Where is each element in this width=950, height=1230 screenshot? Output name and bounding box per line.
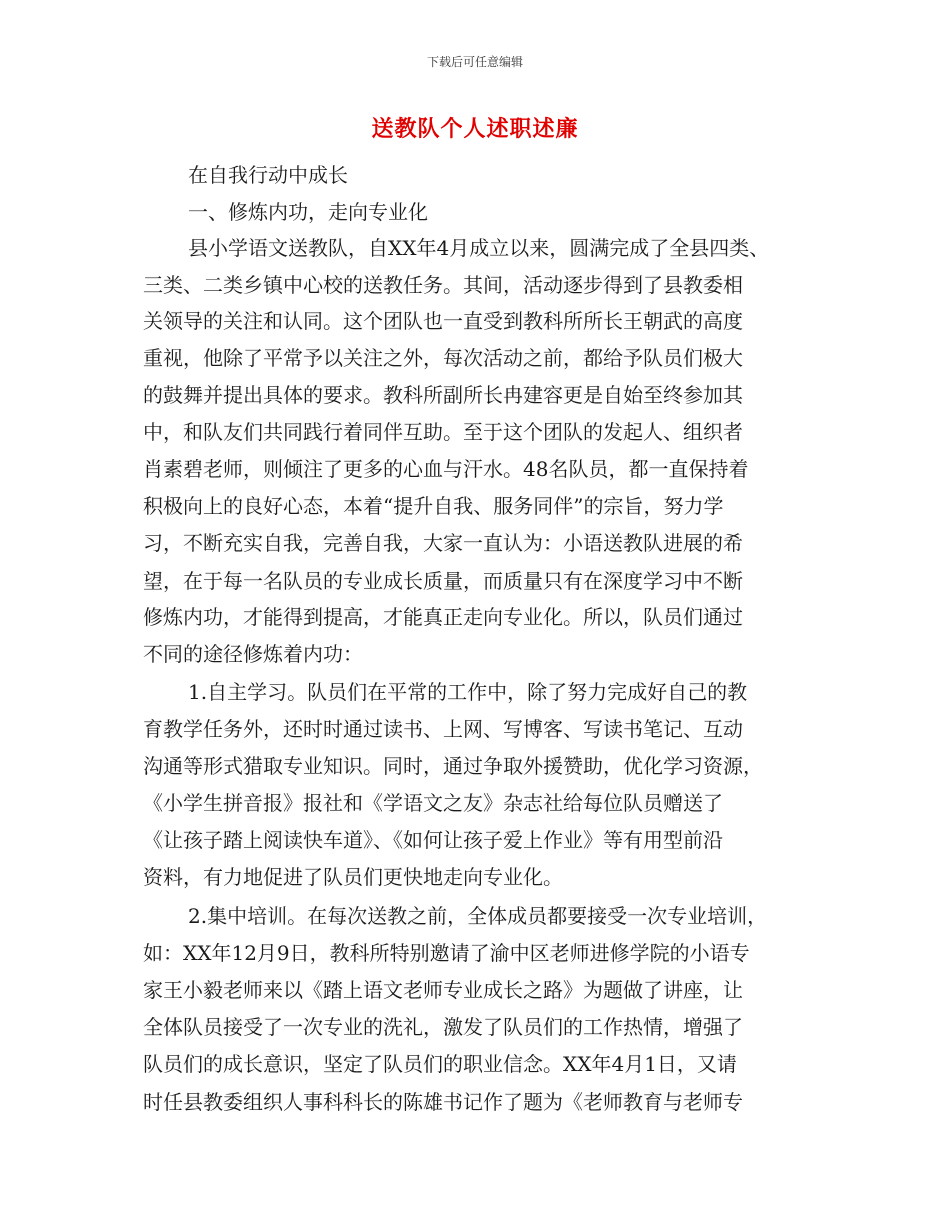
- paragraph-line: 时任县教委组织人事科科长的陈雄书记作了题为《老师教育与老师专: [143, 1090, 743, 1114]
- paragraph-line: 家王小毅老师来以《踏上语文老师专业成长之路》为题做了讲座，让: [143, 978, 743, 1002]
- paragraph-line: 的鼓舞并提出具体的要求。教科所副所长冉建容更是自始至终参加其: [143, 383, 743, 407]
- paragraph-line: 县小学语文送教队，自XX年4月成立以来，圆满完成了全县四类、: [188, 236, 770, 260]
- paragraph-line: 沟通等形式猎取专业知识。同时，通过争取外援赞助，优化学习资源，: [143, 754, 763, 778]
- paragraph-line: 积极向上的良好心态，本着“提升自我、服务同伴”的宗旨，努力学: [143, 494, 724, 518]
- paragraph-line: 三类、二类乡镇中心校的送教任务。其间，活动逐步得到了县教委相: [143, 273, 743, 297]
- paragraph-line: 1.自主学习。队员们在平常的工作中，除了努力完成好自己的教: [188, 680, 748, 704]
- section-heading: 一、修炼内功，走向专业化: [188, 200, 428, 224]
- header-note: 下载后可任意编辑: [426, 55, 523, 69]
- paragraph-line: 如：XX年12月9日，教科所特别邀请了渝中区老师进修学院的小语专: [143, 941, 750, 965]
- paragraph-line: 不同的途径修炼着内功：: [143, 642, 363, 666]
- paragraph-line: 资料，有力地促进了队员们更快地走向专业化。: [143, 865, 563, 889]
- paragraph-line: 肖素碧老师，则倾注了更多的心血与汗水。48名队员，都一直保持着: [143, 457, 749, 481]
- document-title: 送教队个人述职述廉: [371, 116, 579, 142]
- paragraph-line: 望，在于每一名队员的专业成长质量，而质量只有在深度学习中不断: [143, 569, 743, 593]
- paragraph-line: 中，和队友们共同践行着同伴互助。至于这个团队的发起人、组织者: [143, 420, 743, 444]
- paragraph-line: 全体队员接受了一次专业的洗礼，激发了队员们的工作热情，增强了: [143, 1015, 743, 1039]
- paragraph-line: 2.集中培训。在每次送教之前，全体成员都要接受一次专业培训，: [188, 904, 768, 928]
- paragraph-line: 《让孩子踏上阅读快车道》、《如何让孩子爱上作业》等有用型前沿: [143, 828, 723, 852]
- paragraph-line: 修炼内功，才能得到提高，才能真正走向专业化。所以，队员们通过: [143, 605, 743, 629]
- paragraph-line: 育教学任务外，还时时通过读书、上网、写博客、写读书笔记、互动: [143, 717, 743, 741]
- paragraph-line: 《小学生拼音报》报社和《学语文之友》杂志社给每位队员赠送了: [143, 791, 723, 815]
- paragraph-line: 队员们的成长意识，坚定了队员们的职业信念。XX年4月1日，又请: [143, 1052, 737, 1076]
- subtitle: 在自我行动中成长: [188, 163, 348, 187]
- paragraph-line: 习，不断充实自我，完善自我，大家一直认为：小语送教队进展的希: [143, 531, 743, 555]
- paragraph-line: 关领导的关注和认同。这个团队也一直受到教科所所长王朝武的高度: [143, 309, 743, 333]
- paragraph-line: 重视，他除了平常予以关注之外，每次活动之前，都给予队员们极大: [143, 346, 743, 370]
